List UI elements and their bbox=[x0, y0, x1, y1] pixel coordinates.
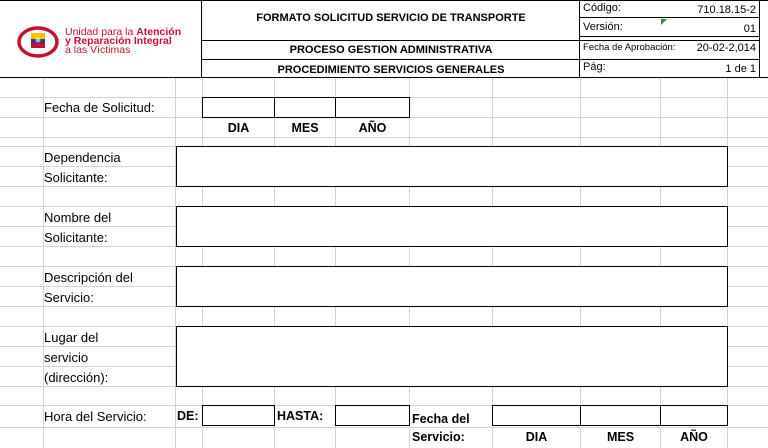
dependencia-label: Dependencia Solicitante: bbox=[44, 150, 121, 185]
pagina-value: 1 de 1 bbox=[725, 63, 756, 75]
pagina-label: Pág: bbox=[583, 61, 606, 73]
codigo-label: Código: bbox=[583, 2, 621, 14]
hora-de-input[interactable] bbox=[202, 405, 275, 426]
nombre-input[interactable] bbox=[176, 206, 728, 247]
descripcion-input[interactable] bbox=[176, 266, 728, 307]
servicio-anio-caption: AÑO bbox=[680, 430, 708, 444]
lugar-input[interactable] bbox=[176, 326, 728, 387]
fecha-servicio-dia-input[interactable] bbox=[492, 405, 581, 426]
fecha-servicio-anio-input[interactable] bbox=[660, 405, 728, 426]
logo-line1: Unidad para la bbox=[65, 26, 137, 38]
logo-line3: a las Víctimas bbox=[65, 44, 131, 56]
logo-line2: y Reparación Integral bbox=[65, 35, 172, 47]
fecha-solicitud-label: Fecha de Solicitud: bbox=[44, 100, 155, 115]
logo-line1-bold: Atención bbox=[136, 26, 182, 38]
hasta-label: HASTA: bbox=[277, 409, 324, 423]
servicio-mes-caption: MES bbox=[606, 430, 635, 444]
dependencia-input[interactable] bbox=[176, 146, 728, 187]
fecha-solicitud-mes-input[interactable] bbox=[274, 97, 336, 118]
nombre-label: Nombre del Solicitante: bbox=[44, 210, 112, 245]
hora-servicio-label: Hora del Servicio: bbox=[44, 409, 147, 424]
fecha-aprobacion-label: Fecha de Aprobación: bbox=[583, 42, 676, 53]
lugar-label: Lugar del servicio (dirección): bbox=[44, 330, 109, 385]
hora-hasta-input[interactable] bbox=[335, 405, 410, 426]
logo-text bbox=[65, 28, 181, 55]
codigo-value: 710.18.15-2 bbox=[697, 4, 756, 16]
de-label: DE: bbox=[177, 409, 199, 423]
descripcion-label: Descripción del Servicio: bbox=[44, 270, 133, 305]
form-title: FORMATO SOLICITUD SERVICIO DE TRANSPORTE bbox=[256, 12, 526, 24]
servicio-dia-caption: DIA bbox=[525, 430, 548, 444]
mes-caption: MES bbox=[291, 121, 319, 135]
version-value: 01 bbox=[743, 23, 756, 35]
colombia-shield-logo-icon bbox=[17, 26, 59, 58]
fecha-solicitud-anio-input[interactable] bbox=[335, 97, 410, 118]
fecha-servicio-label: Fecha del Servicio: bbox=[412, 412, 470, 444]
version-label: Versión: bbox=[583, 21, 623, 33]
anio-caption: AÑO bbox=[358, 121, 387, 135]
fecha-servicio-mes-input[interactable] bbox=[580, 405, 661, 426]
fecha-solicitud-dia-input[interactable] bbox=[202, 97, 275, 118]
dia-caption: DIA bbox=[227, 121, 250, 135]
process-title: PROCESO GESTION ADMINISTRATIVA bbox=[289, 44, 493, 56]
comment-indicator-icon bbox=[661, 19, 667, 25]
procedure-title: PROCEDIMIENTO SERVICIOS GENERALES bbox=[277, 64, 505, 76]
fecha-aprobacion-value: 20-02-2,014 bbox=[696, 42, 756, 54]
